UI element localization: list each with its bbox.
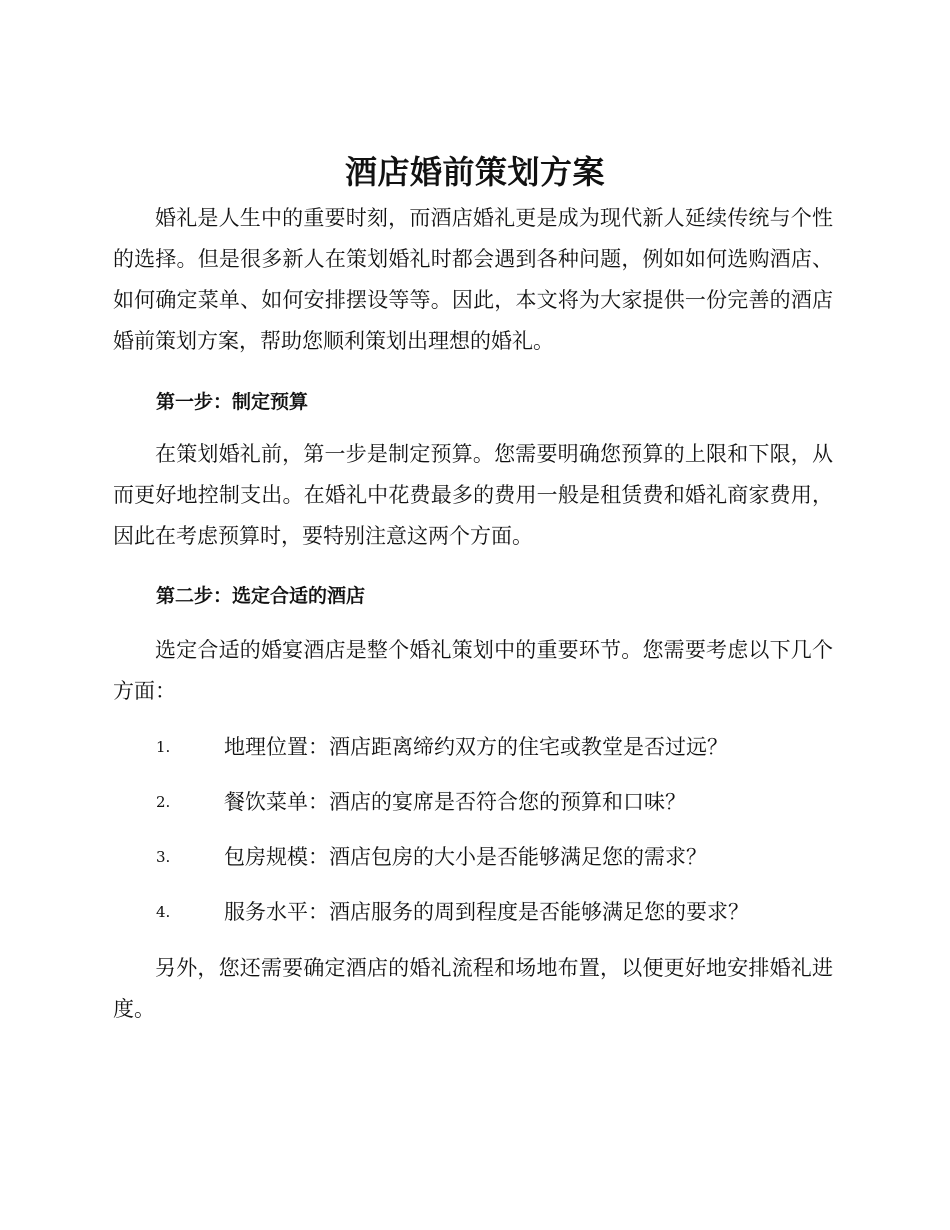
list-item-text: 服务水平：酒店服务的周到程度是否能够满足您的要求？ xyxy=(224,900,749,924)
list-item-number: 3. xyxy=(156,848,171,866)
list-item xyxy=(156,787,836,817)
list-item-number: 1. xyxy=(156,738,171,756)
list-item xyxy=(156,842,836,872)
intro-paragraph: 婚礼是人生中的重要时刻，而酒店婚礼更是成为现代新人延续传统与个性的选择。但是很多新人在策划婚礼时都会遇到各种问题，例如如何选购酒店、如何确定菜单、如何安排摆设等等。因此，本文将为大家提供一份完善的酒店婚前策划方案，帮助您顺利策划出理想的婚礼。 xyxy=(113,206,833,353)
list-item xyxy=(156,897,836,927)
list-item-text: 餐饮菜单：酒店的宴席是否符合您的预算和口味？ xyxy=(224,790,686,814)
list-item xyxy=(156,732,836,762)
list-item-text: 包房规模：酒店包房的大小是否能够满足您的需求？ xyxy=(224,845,707,869)
step1-heading: 第一步：制定预算 xyxy=(156,391,309,413)
list-item-text: 地理位置：酒店距离缔约双方的住宅或教堂是否过远？ xyxy=(224,735,728,759)
step2-paragraph: 选定合适的婚宴酒店是整个婚礼策划中的重要环节。您需要考虑以下几个方面： xyxy=(113,638,833,703)
list-item-number: 4. xyxy=(156,903,171,921)
step1-paragraph: 在策划婚礼前，第一步是制定预算。您需要明确您预算的上限和下限，从而更好地控制支出。在婚礼中花费最多的费用一般是租赁费和婚礼商家费用，因此在考虑预算时，要特别注意这两个方面。 xyxy=(113,442,833,548)
document-title: 酒店婚前策划方案 xyxy=(344,153,605,191)
closing-paragraph: 另外，您还需要确定酒店的婚礼流程和场地布置，以便更好地安排婚礼进度。 xyxy=(113,956,833,1021)
step2-heading: 第二步：选定合适的酒店 xyxy=(156,585,366,607)
list-item-number: 2. xyxy=(156,793,171,811)
